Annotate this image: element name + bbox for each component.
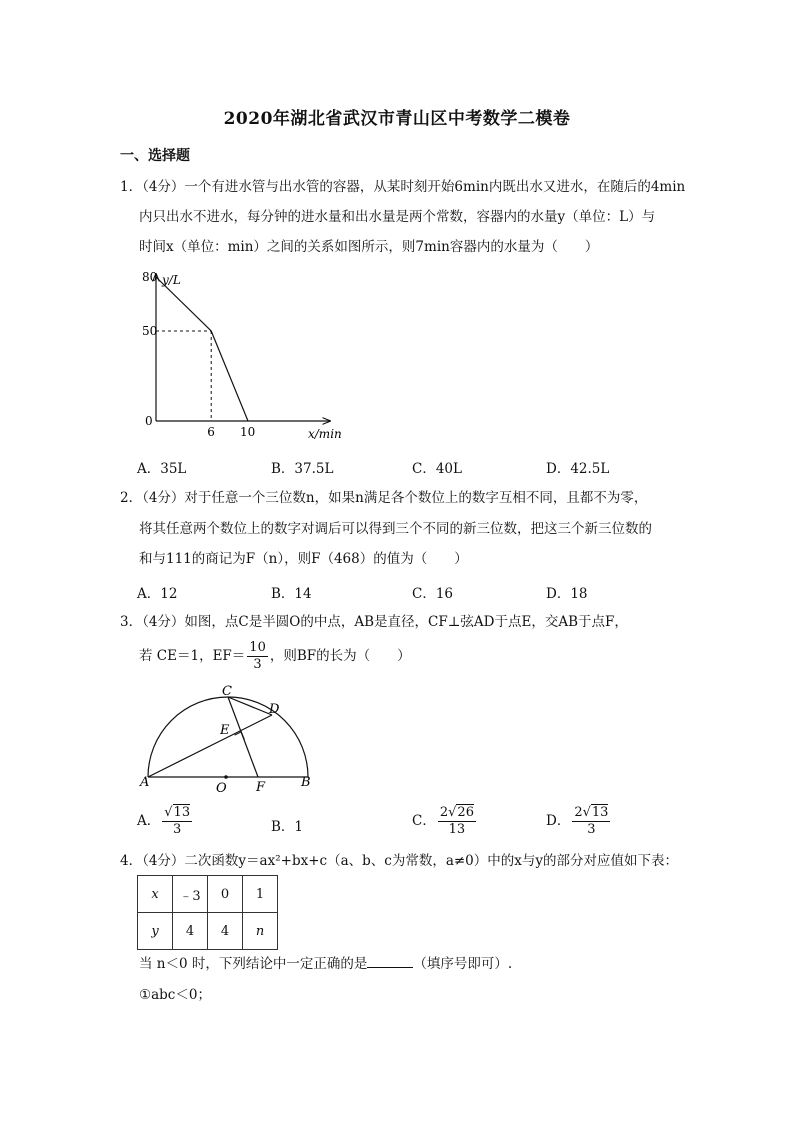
q3-option-c-den: 13 xyxy=(448,822,466,837)
q2-line-1: 2．（4分）对于任意一个三位数n，如果n满足各个数位上的数字互相不同，且都不为零， xyxy=(120,490,648,506)
label-b: B xyxy=(301,775,311,790)
origin-label: 0 xyxy=(145,414,153,428)
q3-option-c xyxy=(412,805,478,838)
table-row xyxy=(138,876,278,913)
q3-fraction xyxy=(247,640,268,673)
q3-option-d-den: 3 xyxy=(587,822,596,837)
q1-line-1: 1．（4分）一个有进水管与出水管的容器，从某时刻开始6min内既出水又进水，在随后的4min xyxy=(120,179,686,195)
chord-ad xyxy=(148,715,272,777)
q4-line-2 xyxy=(139,954,512,974)
x-tick-label: 10 xyxy=(240,425,256,439)
q3-option-c-radicand: 26 xyxy=(457,805,474,820)
q2-line-2: 将其任意两个数位上的数字对调后可以得到三个不同的新三位数，把这三个新三位数的 xyxy=(139,521,652,537)
x-axis-label: x/min xyxy=(308,427,342,441)
table-cell: 0 xyxy=(208,876,243,913)
q4-value-table xyxy=(137,875,278,950)
center-point-o xyxy=(224,775,228,779)
q2-option-d: D．18 xyxy=(546,586,588,602)
q3-option-d-num: 2√13 xyxy=(574,805,609,820)
q4-item-1: ①abc＜0； xyxy=(139,987,211,1003)
q3-frac-num: 10 xyxy=(249,640,266,655)
answer-blank[interactable] xyxy=(367,955,413,968)
q2-line-3: 和与111的商记为F（n），则F（468）的值为（ ） xyxy=(139,551,468,567)
q1-option-a: A．35L xyxy=(137,461,187,477)
q3-option-a xyxy=(137,805,194,838)
q1-line-3: 时间x（单位：min）之间的关系如图所示，则7min容器内的水量为（ ） xyxy=(139,239,599,255)
q1-option-c: C．40L xyxy=(412,461,462,477)
y-axis-label: y/L xyxy=(162,273,181,287)
table-cell: y xyxy=(138,913,173,950)
q3-line-1: 3．（4分）如图，点C是半圆O的中点，AB是直径，CF⊥弦AD于点E，交AB于点F， xyxy=(120,614,628,630)
q2-option-c: C．16 xyxy=(412,586,454,602)
table-cell: n xyxy=(243,913,278,950)
q3-line-2-end: ，则BF的长为（ ） xyxy=(269,648,411,664)
q1-option-b: B．37.5L xyxy=(271,461,334,477)
q3-option-a-radicand: 13 xyxy=(173,805,191,820)
q3-option-d xyxy=(546,805,612,838)
q3-option-d-label: D． xyxy=(546,813,571,829)
q1-option-d: D．42.5L xyxy=(546,461,610,477)
q3-figure xyxy=(138,682,320,797)
q3-frac-den: 3 xyxy=(253,657,262,672)
q3-option-d-radicand: 13 xyxy=(591,805,609,820)
x-tick-label: 6 xyxy=(207,425,215,439)
q4-line-1: 4．（4分）二次函数y＝ax²+bx+c（a、b、c为常数，a≠0）中的x与y的部分对应值如下表： xyxy=(120,853,679,869)
q3-option-a-den: 3 xyxy=(173,822,182,837)
q3-line-2 xyxy=(139,638,411,674)
y-tick-label: 50 xyxy=(142,324,158,338)
label-o: O xyxy=(216,781,227,796)
q3-option-d-coef: 2 xyxy=(574,805,583,820)
label-f: F xyxy=(256,780,266,795)
q3-option-b: B．1 xyxy=(271,819,304,835)
table-cell: 4 xyxy=(208,913,243,950)
series-line xyxy=(156,277,248,421)
label-a: A xyxy=(140,775,150,790)
section-heading: 一、选择题 xyxy=(120,148,190,164)
q4-line-2-end: （填序号即可）. xyxy=(413,956,513,972)
q2-option-a: A．12 xyxy=(137,586,178,602)
label-e: E xyxy=(220,723,230,738)
q3-option-a-frac xyxy=(162,805,192,838)
table-cell: 4 xyxy=(173,913,208,950)
q3-option-c-label: C． xyxy=(412,813,436,829)
q3-line-2-start: 若 CE＝1，EF＝ xyxy=(139,648,246,664)
paper-title: 2020年湖北省武汉市青山区中考数学二模卷 xyxy=(223,109,571,129)
q3-option-c-coef: 2 xyxy=(439,805,449,820)
label-c: C xyxy=(222,684,232,699)
q4-line-2-start: 当 n＜0 时，下列结论中一定正确的是 xyxy=(139,956,368,972)
table-cell: 1 xyxy=(243,876,278,913)
table-row xyxy=(138,913,278,950)
q2-option-b: B．14 xyxy=(271,586,312,602)
q3-option-c-frac xyxy=(438,805,476,838)
table-cell: ﹣3 xyxy=(173,876,208,913)
q3-option-a-label: A． xyxy=(137,813,161,829)
table-cell: x xyxy=(138,876,173,913)
q1-line-2: 内只出水不进水，每分钟的进水量和出水量是两个常数，容器内的水量y（单位：L）与 xyxy=(139,209,656,225)
q3-option-d-frac xyxy=(572,805,610,838)
y-tick-label: 80 xyxy=(142,270,158,284)
q3-option-a-num: √13 xyxy=(164,805,191,820)
label-d: D xyxy=(269,702,280,717)
q1-chart xyxy=(130,270,360,445)
q3-option-c-num: 2√26 xyxy=(439,805,474,820)
